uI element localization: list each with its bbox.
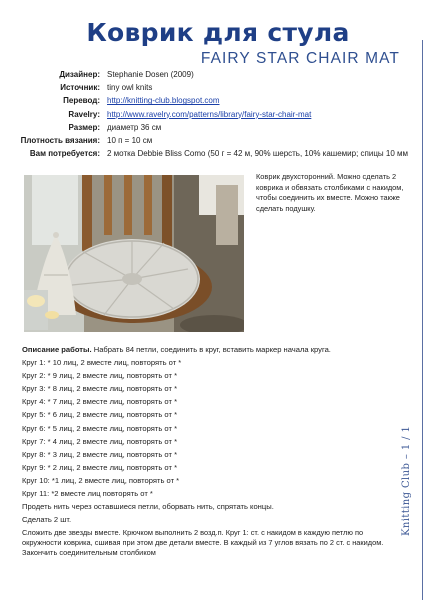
pattern-instructions [22,345,402,558]
chair-mat-photo [24,175,244,332]
info-label: Вам потребуется: [29,149,100,159]
info-row-ravelry [0,108,436,121]
info-label: Перевод: [63,96,100,106]
instructions-heading: Описание работы. [22,345,92,354]
round-line: Круг 11: *2 вместе лиц повторять от * [22,489,153,499]
ravelry-link[interactable]: http://www.ravelry.com/patterns/library/fairy-star-chair-mat [107,109,312,119]
round-line: Круг 1: * 10 лиц, 2 вместе лиц, повторять от * [22,358,182,368]
finishing-line: Продеть нить через оставшиеся петли, оборвать нить, спрятать концы. [22,502,274,512]
title-russian: Коврик для стула [86,18,350,47]
margin-rule [422,40,423,600]
instructions-intro-text: Набрать 84 петли, соединить в круг, вставить маркер начала круга. [91,345,331,354]
info-label: Дизайнер: [59,70,100,79]
round-line: Круг 9: * 2 лиц, 2 вместе лиц, повторять от * [22,462,178,472]
round-line: Круг 10: *1 лиц, 2 вместе лиц, повторять от * [22,475,180,485]
translation-link[interactable]: http://knitting-club.blogspot.com [107,96,220,106]
info-label: Источник: [60,83,100,93]
info-label: Размер: [68,122,100,132]
round-line: Круг 5: * 6 лиц, 2 вместе лиц, повторять от * [22,410,178,420]
info-value: 2 мотка Debbie Bliss Como (50 г = 42 м, 90% шерсть, 10% кашемир; спицы 10 мм [107,149,408,159]
info-row-size [0,121,436,134]
info-row-translation [0,94,436,107]
round-line: Круг 6: * 5 лиц, 2 вместе лиц, повторять от * [22,423,178,433]
quantity-line: Сделать 2 шт. [22,515,72,525]
info-row-materials [0,147,436,160]
assembly-paragraph: Сложить две звезды вместе. Крючком выполнить 2 возд.п. Круг 1: ст. с накидом в каждую петлю по окружности коврика, сшивая при этом две детали вместе. В каждый из 7 углов вязать по 2 ст. с накидом. Закончить соединительным столбиком [22,528,384,558]
info-row-gauge [0,134,436,147]
info-label: Плотность вязания: [20,135,100,145]
footer-page-label: Knitting Club – 1 / 1 [401,425,412,536]
info-row-designer [0,68,436,81]
chair-mat-illustration [24,175,244,332]
round-line: Круг 2: * 9 лиц, 2 вместе лиц, повторять от * [22,371,178,381]
description-note: Коврик двухсторонний. Можно сделать 2 коврика и обвязать столбиками с накидом, чтобы соединить их вместе. Можно также сделать подушку. [256,172,404,213]
round-line: Круг 7: * 4 лиц, 2 вместе лиц, повторять от * [22,436,178,446]
instructions-intro [22,345,402,355]
round-line: Круг 4: * 7 лиц, 2 вместе лиц, повторять от * [22,397,178,407]
info-value: диаметр 36 см [107,122,162,132]
title-english: FAIRY STAR CHAIR MAT [200,50,400,67]
info-value: 10 п = 10 см [107,135,153,145]
info-value: tiny owl knits [107,83,153,93]
info-label: Ravelry: [68,109,100,119]
info-row-source [0,81,436,94]
info-block [0,68,436,160]
round-line: Круг 3: * 8 лиц, 2 вместе лиц, повторять от * [22,384,178,394]
round-line: Круг 8: * 3 лиц, 2 вместе лиц, повторять от * [22,449,178,459]
info-value: Stephanie Dosen (2009) [107,70,194,79]
